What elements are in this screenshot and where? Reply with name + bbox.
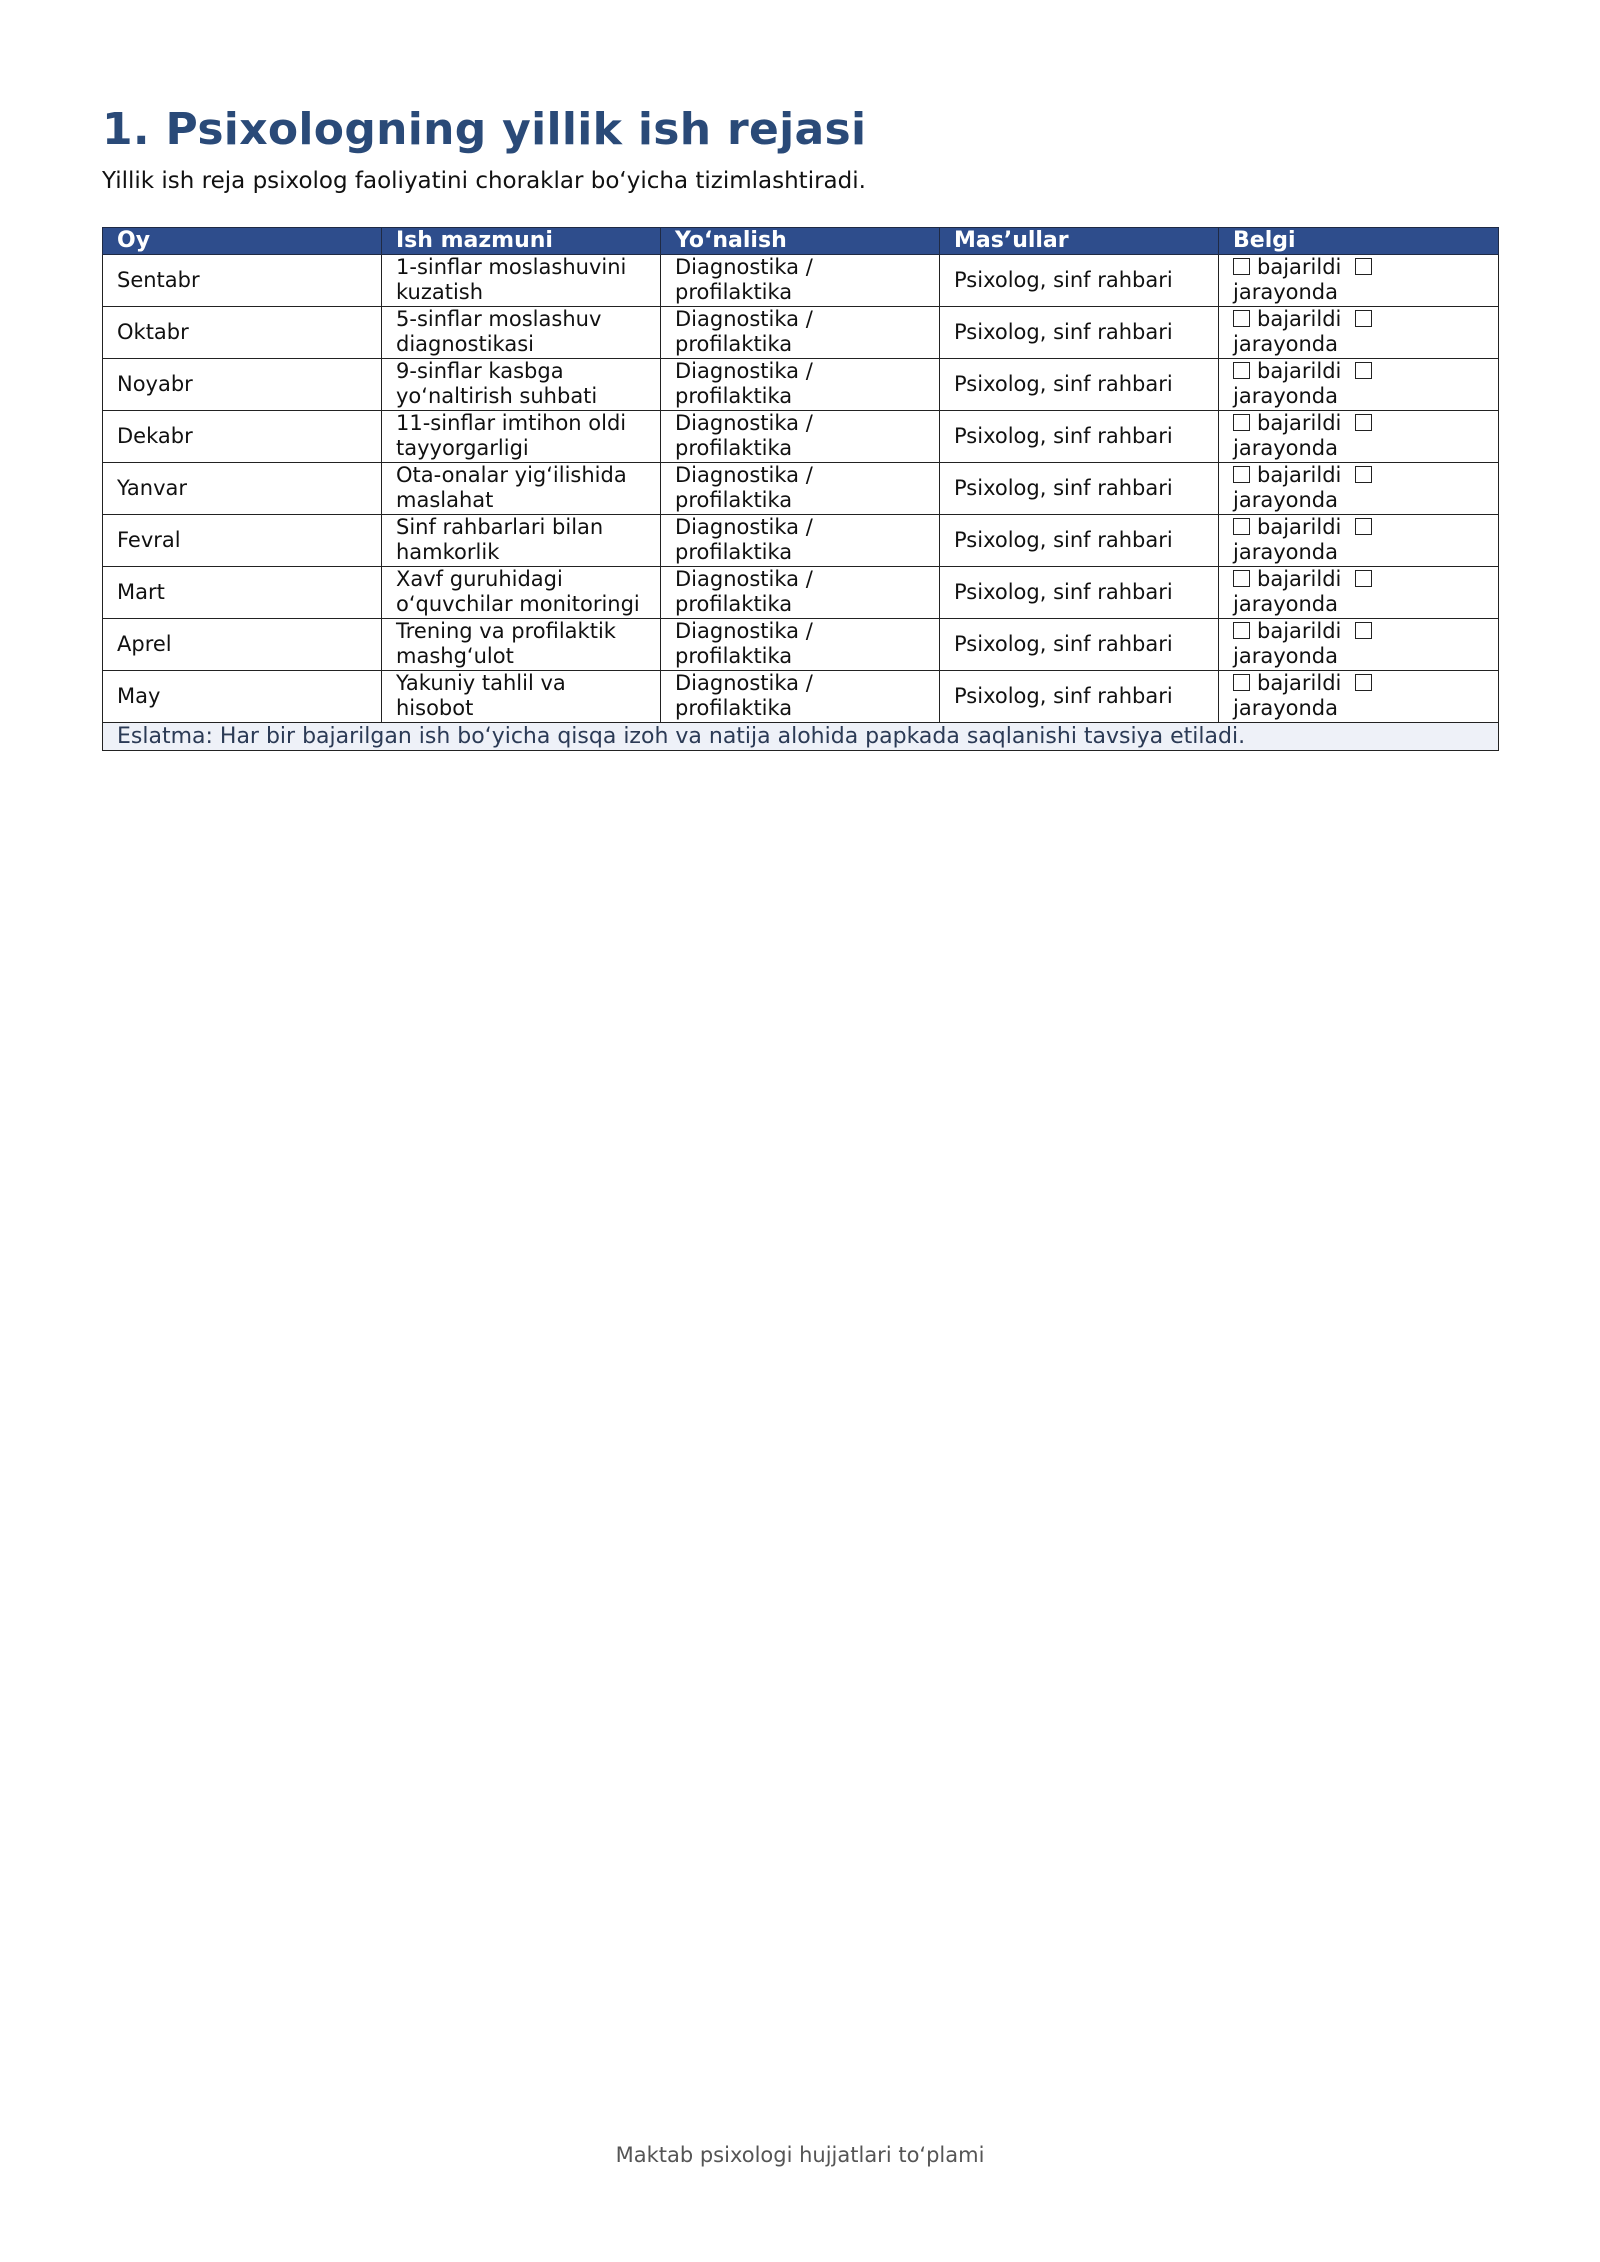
status-line (1233, 515, 1484, 540)
cell-responsible: Psixolog, sinf rahbari (940, 255, 1219, 307)
cell-responsible: Psixolog, sinf rahbari (940, 411, 1219, 463)
cell-direction (661, 463, 940, 515)
status-progress-label: jarayonda (1233, 384, 1338, 408)
header-month: Oy (103, 228, 382, 255)
cell-responsible: Psixolog, sinf rahbari (940, 515, 1219, 567)
status-progress-label: jarayonda (1233, 696, 1338, 720)
cell-direction-line: profilaktika (675, 540, 793, 564)
cell-content (382, 411, 661, 463)
cell-direction (661, 255, 940, 307)
cell-content-line: 5-sinflar moslashuv (396, 307, 602, 331)
cell-direction-line: profilaktika (675, 592, 793, 616)
status-done-label: bajarildi (1257, 255, 1342, 279)
cell-direction-line: Diagnostika / (675, 411, 813, 435)
table-note: Eslatma: Har bir bajarilgan ish bo‘yicha qisqa izoh va natija alohida papkada saqlanishi tavsiya etiladi. (103, 723, 1499, 751)
cell-content-line: hamkorlik (396, 540, 500, 564)
cell-direction-line: Diagnostika / (675, 307, 813, 331)
status-progress-label: jarayonda (1233, 280, 1338, 304)
checkbox-done[interactable] (1233, 362, 1250, 379)
table-row (103, 307, 1499, 359)
header-direction: Yo‘nalish (661, 228, 940, 255)
cell-month: Yanvar (103, 463, 382, 515)
cell-content (382, 255, 661, 307)
checkbox-done[interactable] (1233, 622, 1250, 639)
cell-status (1219, 671, 1499, 723)
table-row (103, 567, 1499, 619)
cell-content-line: hisobot (396, 696, 474, 720)
cell-month: Mart (103, 567, 382, 619)
cell-content-line: 1-sinflar moslashuvini (396, 255, 627, 279)
status-done-label: bajarildi (1257, 567, 1342, 591)
page-title: 1. Psixologning yillik ish rejasi (102, 104, 867, 155)
header-content: Ish mazmuni (382, 228, 661, 255)
checkbox-done[interactable] (1233, 518, 1250, 535)
cell-content (382, 567, 661, 619)
cell-month: Dekabr (103, 411, 382, 463)
cell-content-line: diagnostikasi (396, 332, 534, 356)
cell-status (1219, 307, 1499, 359)
table-body (103, 255, 1499, 723)
cell-content-line: Trening va profilaktik (396, 619, 616, 643)
cell-month: Noyabr (103, 359, 382, 411)
cell-direction-line: profilaktika (675, 436, 793, 460)
cell-month: Oktabr (103, 307, 382, 359)
cell-direction (661, 411, 940, 463)
note-row (103, 723, 1499, 751)
cell-direction-line: Diagnostika / (675, 515, 813, 539)
cell-direction-line: profilaktika (675, 644, 793, 668)
status-line (1233, 567, 1484, 592)
cell-direction-line: Diagnostika / (675, 567, 813, 591)
checkbox-done[interactable] (1233, 570, 1250, 587)
cell-direction-line: Diagnostika / (675, 359, 813, 383)
table-row (103, 671, 1499, 723)
table-row (103, 463, 1499, 515)
checkbox-in-progress[interactable] (1355, 310, 1372, 327)
cell-content-line: mashg‘ulot (396, 644, 514, 668)
status-line (1233, 619, 1484, 644)
cell-content (382, 359, 661, 411)
cell-direction (661, 307, 940, 359)
cell-direction (661, 619, 940, 671)
cell-direction-line: profilaktika (675, 696, 793, 720)
status-done-label: bajarildi (1257, 359, 1342, 383)
status-progress-label: jarayonda (1233, 436, 1338, 460)
cell-status (1219, 515, 1499, 567)
cell-responsible: Psixolog, sinf rahbari (940, 463, 1219, 515)
checkbox-done[interactable] (1233, 310, 1250, 327)
cell-content-line: tayyorgarligi (396, 436, 529, 460)
cell-direction (661, 359, 940, 411)
checkbox-in-progress[interactable] (1355, 466, 1372, 483)
cell-direction-line: profilaktika (675, 280, 793, 304)
cell-responsible: Psixolog, sinf rahbari (940, 307, 1219, 359)
cell-direction-line: profilaktika (675, 488, 793, 512)
cell-responsible: Psixolog, sinf rahbari (940, 671, 1219, 723)
cell-direction (661, 671, 940, 723)
status-done-label: bajarildi (1257, 307, 1342, 331)
cell-content-line: 9-sinflar kasbga (396, 359, 564, 383)
cell-status (1219, 411, 1499, 463)
cell-status (1219, 255, 1499, 307)
cell-content (382, 671, 661, 723)
cell-responsible: Psixolog, sinf rahbari (940, 619, 1219, 671)
status-line (1233, 463, 1484, 488)
status-line (1233, 411, 1484, 436)
cell-status (1219, 463, 1499, 515)
cell-month: May (103, 671, 382, 723)
cell-direction (661, 515, 940, 567)
cell-content (382, 307, 661, 359)
cell-status (1219, 619, 1499, 671)
checkbox-in-progress[interactable] (1355, 674, 1372, 691)
cell-content-line: o‘quvchilar monitoringi (396, 592, 640, 616)
status-line (1233, 255, 1484, 280)
cell-content (382, 515, 661, 567)
cell-responsible: Psixolog, sinf rahbari (940, 359, 1219, 411)
status-line (1233, 359, 1484, 384)
table-row (103, 411, 1499, 463)
checkbox-done[interactable] (1233, 414, 1250, 431)
cell-direction-line: Diagnostika / (675, 671, 813, 695)
cell-direction-line: profilaktika (675, 384, 793, 408)
cell-direction (661, 567, 940, 619)
cell-month: Aprel (103, 619, 382, 671)
cell-content (382, 463, 661, 515)
checkbox-in-progress[interactable] (1355, 518, 1372, 535)
cell-responsible: Psixolog, sinf rahbari (940, 567, 1219, 619)
status-done-label: bajarildi (1257, 411, 1342, 435)
table-row (103, 515, 1499, 567)
status-progress-label: jarayonda (1233, 332, 1338, 356)
page-subtitle: Yillik ish reja psixolog faoliyatini choraklar bo‘yicha tizimlashtiradi. (102, 168, 866, 194)
status-done-label: bajarildi (1257, 463, 1342, 487)
status-done-label: bajarildi (1257, 515, 1342, 539)
header-status: Belgi (1219, 228, 1499, 255)
table-row (103, 255, 1499, 307)
cell-content-line: kuzatish (396, 280, 484, 304)
checkbox-done[interactable] (1233, 466, 1250, 483)
cell-status (1219, 567, 1499, 619)
checkbox-in-progress[interactable] (1355, 570, 1372, 587)
cell-content-line: Yakuniy tahlil va (396, 671, 566, 695)
annual-plan-table (102, 227, 1499, 751)
status-line (1233, 671, 1484, 696)
cell-direction-line: Diagnostika / (675, 255, 813, 279)
checkbox-in-progress[interactable] (1355, 414, 1372, 431)
status-line (1233, 307, 1484, 332)
status-progress-label: jarayonda (1233, 540, 1338, 564)
checkbox-in-progress[interactable] (1355, 622, 1372, 639)
cell-direction-line: profilaktika (675, 332, 793, 356)
table-row (103, 359, 1499, 411)
status-done-label: bajarildi (1257, 671, 1342, 695)
cell-month: Fevral (103, 515, 382, 567)
status-done-label: bajarildi (1257, 619, 1342, 643)
page-footer: Maktab psixologi hujjatlari to‘plami (615, 2143, 985, 2167)
cell-month: Sentabr (103, 255, 382, 307)
cell-content-line: yo‘naltirish suhbati (396, 384, 598, 408)
cell-content-line: 11-sinflar imtihon oldi (396, 411, 627, 435)
status-progress-label: jarayonda (1233, 592, 1338, 616)
cell-direction-line: Diagnostika / (675, 619, 813, 643)
checkbox-in-progress[interactable] (1355, 362, 1372, 379)
cell-content-line: Ota-onalar yig‘ilishida (396, 463, 627, 487)
header-responsible: Mas’ullar (940, 228, 1219, 255)
table-row (103, 619, 1499, 671)
cell-direction-line: Diagnostika / (675, 463, 813, 487)
status-progress-label: jarayonda (1233, 644, 1338, 668)
table-header-row (103, 228, 1499, 255)
status-progress-label: jarayonda (1233, 488, 1338, 512)
checkbox-done[interactable] (1233, 258, 1250, 275)
cell-content-line: maslahat (396, 488, 494, 512)
cell-status (1219, 359, 1499, 411)
cell-content-line: Xavf guruhidagi (396, 567, 563, 591)
cell-content-line: Sinf rahbarlari bilan (396, 515, 604, 539)
checkbox-in-progress[interactable] (1355, 258, 1372, 275)
checkbox-done[interactable] (1233, 674, 1250, 691)
cell-content (382, 619, 661, 671)
